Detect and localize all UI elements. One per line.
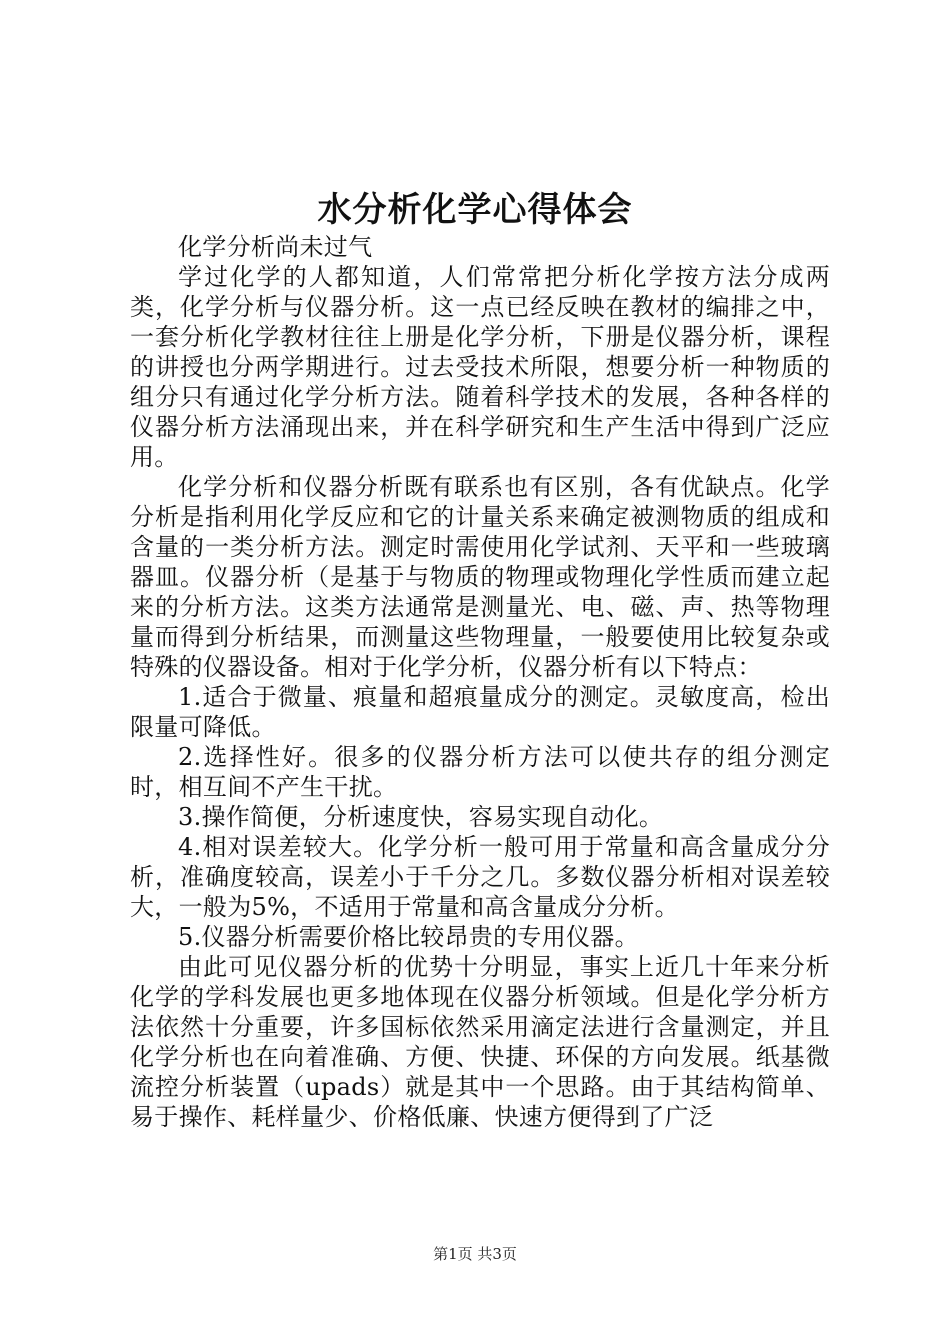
page-number-footer: 第1页 共3页: [433, 1245, 517, 1263]
list-item: 5.仪器分析需要价格比较昂贵的专用仪器。: [178, 923, 639, 951]
paragraph: 由此可见仪器分析的优势十分明显，事实上近几十年来分析化学的学科发展也更多地体现在仪器分析领域。但是化学分析方法依然十分重要，许多国标依然采用滴定法进行含量测定，并且化学分析也在向着准确、方便、快捷、环保的方向发展。纸基微流控分析装置（upads）就是其中一个思路。由于其结构简单、易于操作、耗样量少、价格低廉、快速方便得到了广泛: [130, 953, 830, 1131]
paragraph: 学过化学的人都知道，人们常常把分析化学按方法分成两类，化学分析与仪器分析。这一点已经反映在教材的编排之中，一套分析化学教材往往上册是化学分析，下册是仪器分析，课程的讲授也分两学期进行。过去受技术所限，想要分析一种物质的组分只有通过化学分析方法。随着科学技术的发展，各种各样的仪器分析方法涌现出来，并在科学研究和生产生活中得到广泛应用。: [130, 263, 830, 471]
list-item: 3.操作简便，分析速度快，容易实现自动化。: [178, 803, 664, 831]
document-body: [130, 232, 830, 1132]
paragraph: 化学分析和仪器分析既有联系也有区别，各有优缺点。化学分析是指利用化学反应和它的计量关系来确定被测物质的组成和含量的一类分析方法。测定时需使用化学试剂、天平和一些玻璃器皿。仪器分析（是基于与物质的物理或物理化学性质而建立起来的分析方法。这类方法通常是测量光、电、磁、声、热等物理量而得到分析结果，而测量这些物理量，一般要使用比较复杂或特殊的仪器设备。相对于化学分析，仪器分析有以下特点：: [130, 473, 830, 681]
paragraph-subheading: 化学分析尚未过气: [178, 233, 373, 261]
list-item: 4.相对误差较大。化学分析一般可用于常量和高含量成分分析，准确度较高，误差小于千分之几。多数仪器分析相对误差较大，一般为5%，不适用于常量和高含量成分分析。: [130, 833, 830, 921]
list-item: 1.适合于微量、痕量和超痕量成分的测定。灵敏度高，检出限量可降低。: [130, 683, 830, 741]
list-item: 2.选择性好。很多的仪器分析方法可以使共存的组分测定时，相互间不产生干扰。: [130, 743, 830, 801]
document-title: 水分析化学心得体会: [317, 190, 633, 230]
